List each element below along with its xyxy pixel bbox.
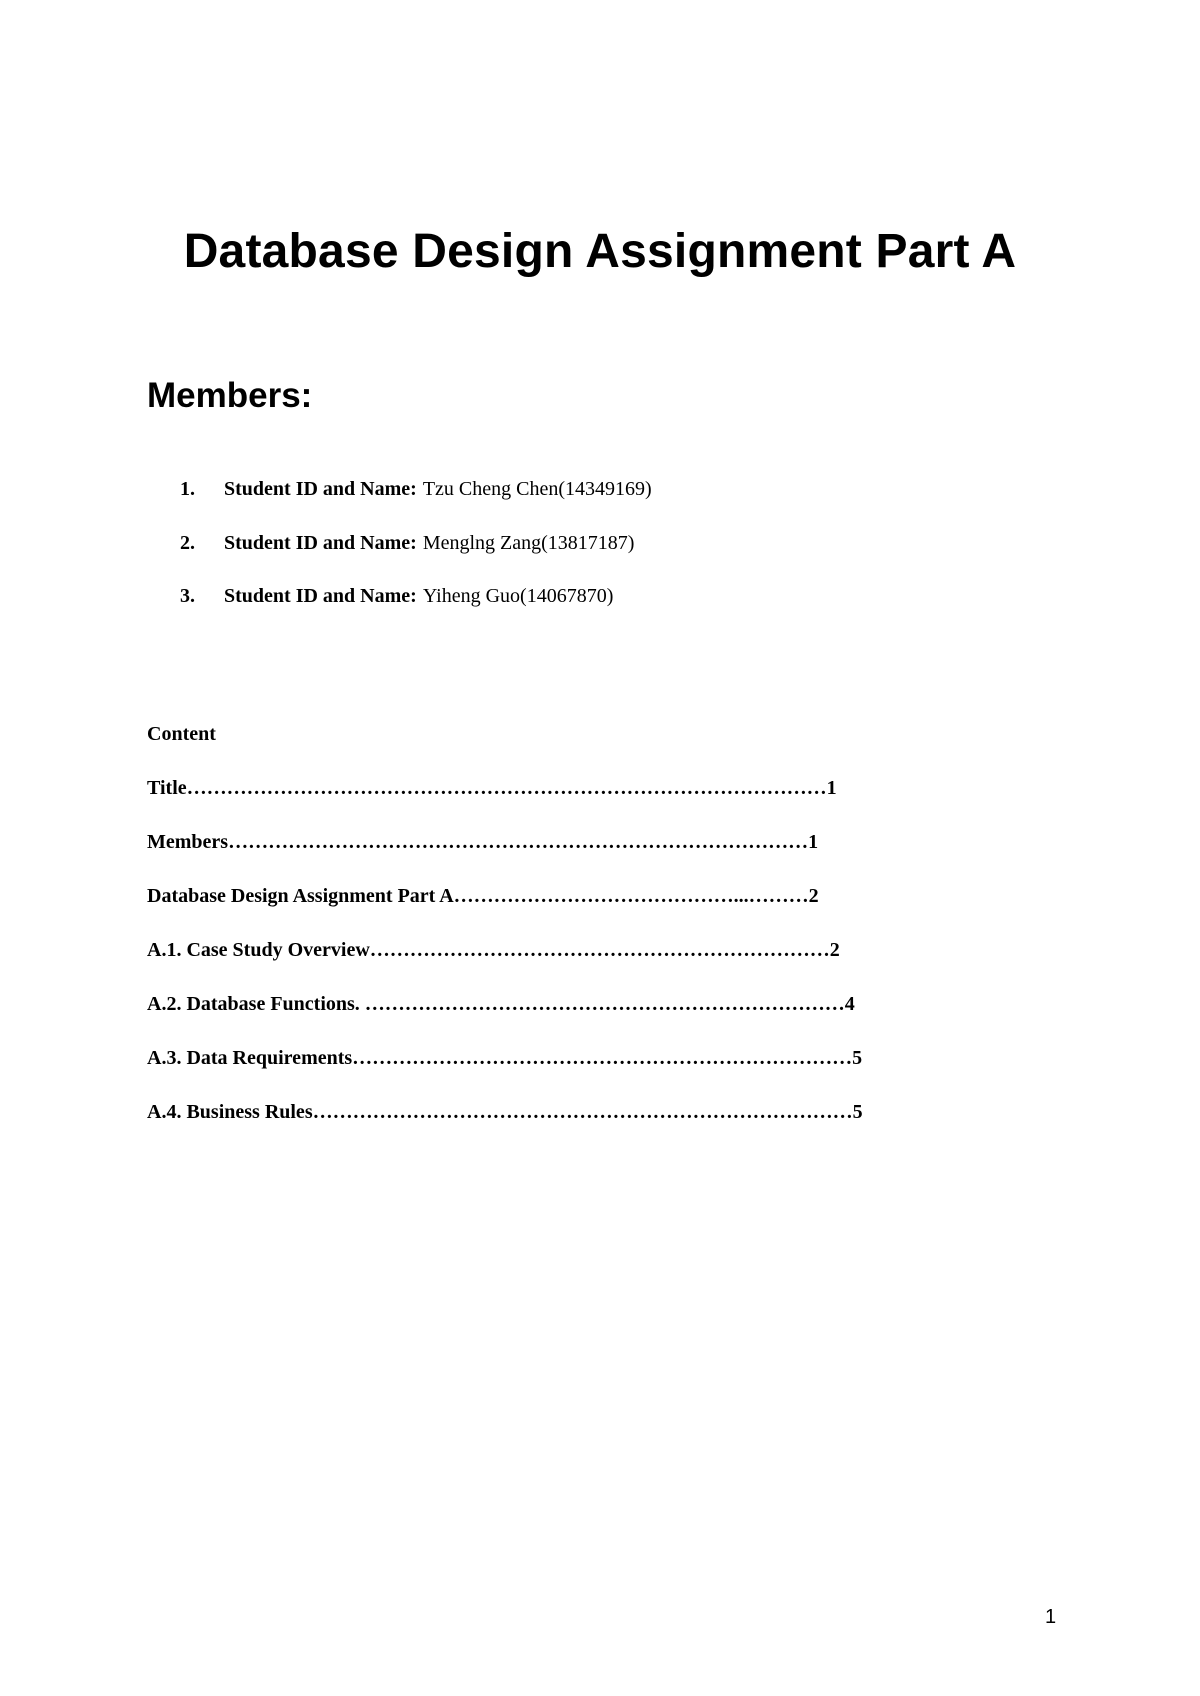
member-label: Student ID and Name: <box>224 478 417 500</box>
document-title: Database Design Assignment Part A <box>183 225 1017 278</box>
member-value: Tzu Cheng Chen(14349169) <box>422 478 652 500</box>
member-value: Yiheng Guo(14067870) <box>422 585 614 607</box>
member-item <box>180 532 652 586</box>
toc-entry[interactable]: A.1. Case Study Overview……………………………………………………………2 <box>147 939 840 961</box>
member-label: Student ID and Name: <box>224 531 417 554</box>
member-number: 3. <box>180 585 195 607</box>
member-label: Student ID and Name: <box>224 585 417 607</box>
toc-entry[interactable]: Database Design Assignment Part A……………………………………...………2 <box>147 885 819 907</box>
toc-entry[interactable]: Members……………………………………………………………………………1 <box>147 831 819 853</box>
table-of-contents <box>147 724 863 1156</box>
toc-heading: Content <box>147 723 216 745</box>
toc-entry[interactable]: Title……………………………………………………………………………………1 <box>147 777 837 799</box>
member-number: 1. <box>180 478 195 500</box>
toc-entry[interactable]: A.3. Data Requirements…………………………………………………………………5 <box>147 1047 863 1069</box>
page-number: 1 <box>1045 1606 1057 1628</box>
member-value: Menglng Zang(13817187) <box>422 531 635 554</box>
toc-entry[interactable]: A.4. Business Rules………………………………………………………………………5 <box>147 1101 863 1123</box>
member-item <box>180 478 652 532</box>
members-list <box>180 478 652 639</box>
members-heading: Members: <box>147 376 313 415</box>
toc-entry[interactable]: A.2. Database Functions. ………………………………………………………………4 <box>147 993 855 1015</box>
member-item <box>180 585 652 639</box>
member-number: 2. <box>180 531 195 554</box>
